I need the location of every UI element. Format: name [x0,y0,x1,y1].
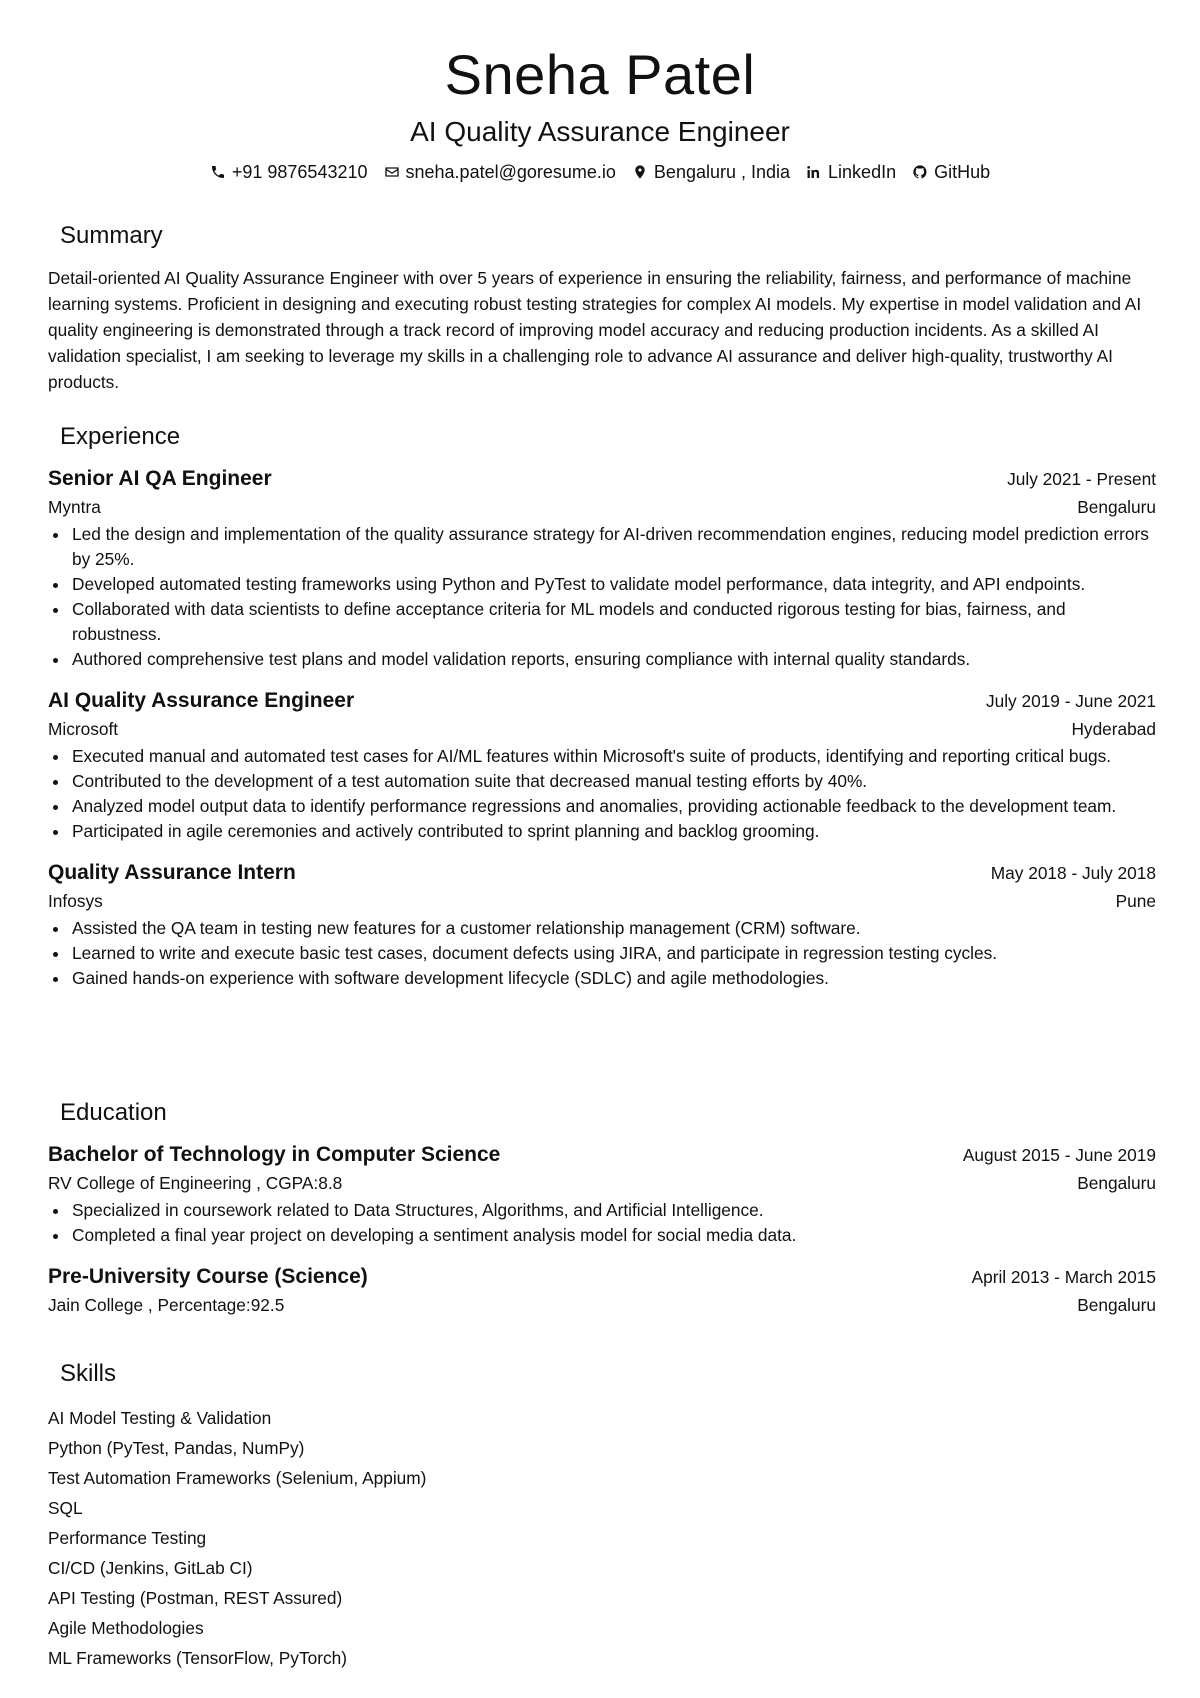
education-date: August 2015 - June 2019 [962,1145,1156,1165]
experience-entry [48,686,1156,844]
education-heading: Education [60,1099,167,1126]
education-entry [48,1262,1156,1318]
education-date: April 2013 - March 2015 [971,1267,1156,1287]
school-name: RV College of Engineering , CGPA:8.8 [48,1173,343,1193]
contact-phone[interactable] [210,160,368,184]
job-location: Hyderabad [1071,719,1156,739]
degree-title: Bachelor of Technology in Computer Science [48,1143,501,1166]
bullet-item: Executed manual and automated test cases for AI/ML features within Microsoft's suite of products, identifying and reporting critical bugs. [48,744,1156,769]
experience-heading: Experience [60,423,181,450]
education-section [48,1098,1156,1318]
skill-item: Agile Methodologies [48,1618,204,1638]
job-role: Senior AI QA Engineer [48,467,272,490]
skill-item: Test Automation Frameworks (Selenium, Appium) [48,1468,427,1488]
github-icon [912,164,928,180]
skill-item: CI/CD (Jenkins, GitLab CI) [48,1558,253,1578]
skill-item: Performance Testing [48,1528,207,1548]
job-company: Microsoft [48,719,119,739]
school-location: Bengaluru [1077,1295,1156,1315]
skills-heading: Skills [60,1360,117,1387]
skill-item: API Testing (Postman, REST Assured) [48,1588,343,1608]
bullet-item: Gained hands-on experience with software development lifecycle (SDLC) and agile methodologies. [48,966,1156,991]
contact-location [632,160,790,184]
job-location: Pune [1115,891,1156,911]
bullet-item: Collaborated with data scientists to define acceptance criteria for ML models and conducted rigorous testing for bias, fairness, and robustness. [48,597,1156,647]
bullet-item: Assisted the QA team in testing new features for a customer relationship management (CRM) software. [48,916,1156,941]
skills-section [48,1359,1156,1673]
experience-entry [48,464,1156,672]
summary-text: Detail-oriented AI Quality Assurance Engineer with over 5 years of experience in ensuring the reliability, fairness, and performance of machine learning systems. Proficient in designing and executing robust testing strategies for complex AI models. My expertise in model validation and AI quality engineering is demonstrated through a track record of improving model accuracy and reducing production incidents. As a skilled AI validation specialist, I am seeking to leverage my skills in a challenging role to advance AI assurance and deliver high-quality, trustworthy AI products. [48,268,1142,392]
job-location: Bengaluru [1077,497,1156,517]
bullet-item: Learned to write and execute basic test cases, document defects using JIRA, and participate in regression testing cycles. [48,941,1156,966]
linkedin-text: LinkedIn [828,162,897,182]
job-company: Myntra [48,497,101,517]
location-text: Bengaluru , India [653,162,791,182]
job-date: July 2019 - June 2021 [985,691,1156,711]
bullet-item: Analyzed model output data to identify performance regressions and anomalies, providing actionable feedback to the development team. [48,794,1156,819]
contact-email[interactable] [384,160,616,184]
bullet-item: Contributed to the development of a test automation suite that decreased manual testing efforts by 40%. [48,769,1156,794]
bullet-item: Authored comprehensive test plans and model validation reports, ensuring compliance with internal quality standards. [48,647,1156,672]
linkedin-icon [806,164,822,180]
bullet-item: Specialized in coursework related to Data Structures, Algorithms, and Artificial Intelligence. [48,1198,1156,1223]
phone-text: +91 9876543210 [231,162,368,182]
job-bullets [48,744,1156,844]
bullet-item: Developed automated testing frameworks using Python and PyTest to validate model performance, data integrity, and API endpoints. [48,572,1156,597]
degree-title: Pre-University Course (Science) [48,1265,368,1288]
school-location: Bengaluru [1077,1173,1156,1193]
job-date: July 2021 - Present [1007,469,1156,489]
school-name: Jain College , Percentage:92.5 [48,1295,285,1315]
skill-item: SQL [48,1498,83,1518]
candidate-title: AI Quality Assurance Engineer [410,116,790,147]
summary-heading: Summary [60,222,163,249]
bullet-item: Led the design and implementation of the quality assurance strategy for AI-driven recommendation engines, reducing model prediction errors by 25%. [48,522,1156,572]
candidate-name: Sneha Patel [444,43,756,106]
skills-list [48,1403,1156,1673]
education-entry [48,1140,1156,1248]
skill-item: ML Frameworks (TensorFlow, PyTorch) [48,1648,347,1668]
skill-item: Python (PyTest, Pandas, NumPy) [48,1438,305,1458]
email-text: sneha.patel@goresume.io [405,162,616,182]
phone-icon [210,164,226,180]
job-role: AI Quality Assurance Engineer [48,689,355,712]
skill-item: AI Model Testing & Validation [48,1408,272,1428]
location-pin-icon [632,164,648,180]
github-text: GitHub [934,162,991,182]
job-role: Quality Assurance Intern [48,861,296,884]
bullet-item: Participated in agile ceremonies and actively contributed to sprint planning and backlog grooming. [48,819,1156,844]
experience-entry [48,858,1156,991]
contact-github[interactable] [912,160,990,184]
job-date: May 2018 - July 2018 [990,863,1156,883]
contact-linkedin[interactable] [806,160,896,184]
education-bullets [48,1198,1156,1248]
experience-section [48,422,1156,991]
bullet-item: Completed a final year project on developing a sentiment analysis model for social media data. [48,1223,1156,1248]
job-company: Infosys [48,891,103,911]
resume-header [0,38,1200,184]
email-icon [384,164,400,180]
job-bullets [48,522,1156,672]
job-bullets [48,916,1156,991]
summary-section [48,221,1156,395]
contact-row [0,160,1200,184]
